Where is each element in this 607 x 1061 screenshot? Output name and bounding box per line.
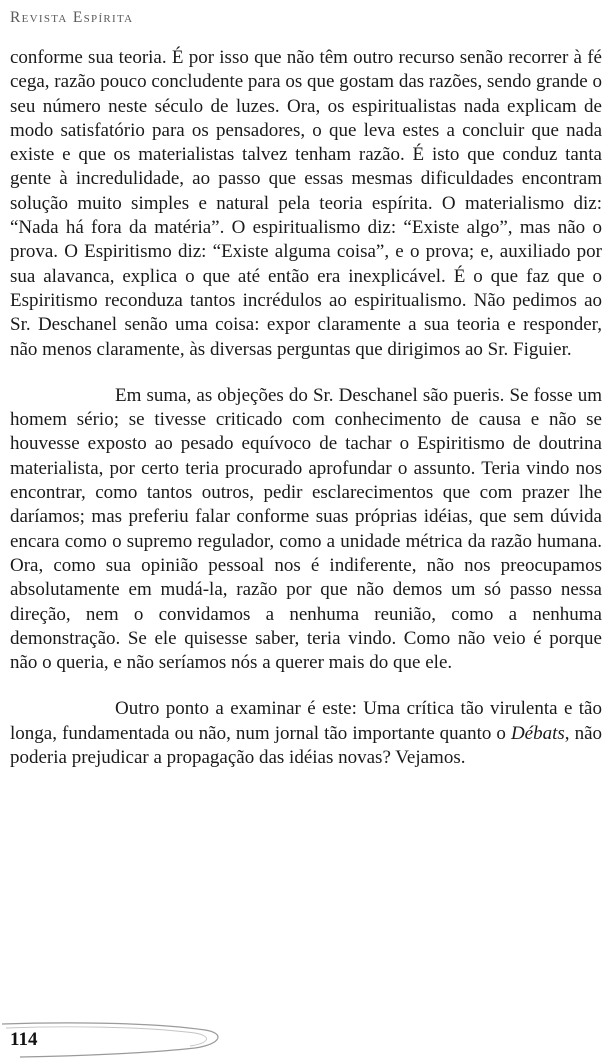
paragraph-3-text-before: Outro ponto a examinar é este: Uma crítica tão virulenta e tão longa, fundamentada ou não, num jornal tão importante quanto o xyxy=(10,698,602,744)
journal-title-debats: Débats xyxy=(510,722,565,744)
page-footer xyxy=(0,1020,240,1061)
page-number: 114 xyxy=(10,1029,38,1050)
paragraph-2: Em suma, as objeções do Sr. Deschanel são pueris. Se fosse um homem sério; se tivesse criticado com conhecimento de causa e não se houvesse exposto ao pesado equívoco de tachar o Espiritismo de doutrina materialista, por certo teria procurado aprofundar o assunto. Teria vindo nos encontrar, como tantos outros, pedir esclarecimentos que com prazer lhe daríamos; mas preferiu falar conforme suas próprias idéias, que sem dúvida encara como o supremo regulador, como a unidade métrica da razão humana. Ora, como sua opinião pessoal nos é indiferente, não nos preocupamos absolutamente em mudá-la, razão por que não demos um só passo nessa direção, nem o convidamos a nenhuma reunião, como a nenhuma demonstração. Se ele quisesse saber, teria vindo. Como não veio é porque não o queria, e não seríamos nós a querer mais do que ele. xyxy=(10,384,602,674)
paragraph-1: conforme sua teoria. É por isso que não têm outro recurso senão recorrer à fé cega, razão pouco concludente para os que gostam das razões, sendo grande o seu número neste século de luzes. Ora, os espiritualistas nada explicam de modo satisfatório para os pensadores, o que leva estes a concluir que nada existe e que os materialistas talvez tenham razão. É isto que conduz tanta gente à incredulidade, ao passo que essas mesmas dificuldades encontram solução muito simples e natural pela teoria espírita. O materialismo diz: “Nada há fora da matéria”. O espiritualismo diz: “Existe algo”, mas não o prova. O Espiritismo diz: “Existe alguma coisa”, e o prova; e, auxiliado por sua alavanca, explica o que até então era inexplicável. É o que faz que o Espiritismo reconduza tantos incrédulos ao espiritualismo. Não pedimos ao Sr. Deschanel senão uma coisa: expor claramente a sua teoria e responder, não menos claramente, às diversas perguntas que dirigimos ao Sr. Figuier. xyxy=(10,47,602,360)
running-header: Revista Espírita xyxy=(10,9,134,26)
paragraph-3 xyxy=(10,697,602,770)
article-body xyxy=(10,46,602,770)
paragraph-3-text-after: , não poderia prejudicar a propagação das idéias novas? Vejamos. xyxy=(10,722,602,769)
